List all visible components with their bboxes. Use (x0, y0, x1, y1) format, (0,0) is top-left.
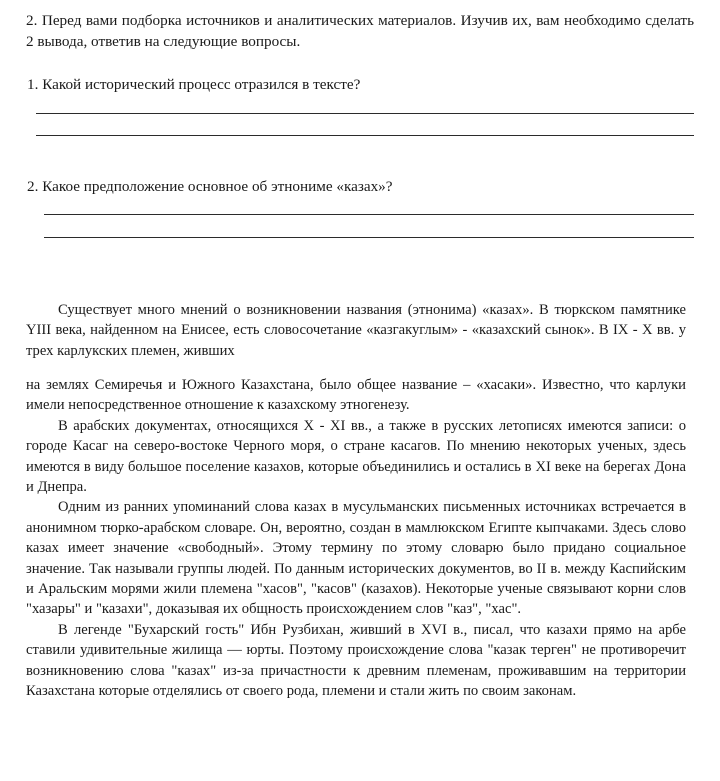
question-1: 1. Какой исторический процесс отразился в тексте? (27, 76, 361, 93)
answer-line-2a (44, 214, 694, 215)
paragraph-2: В арабских документах, относящихся X - XI вв., а также в русских летописях имеются записи: о городе Касаг на северо-востоке Черного моря, о стране касагов. По мнению некоторых ученых, здесь имеются в виду большое поселение казахов, которые объединились и остались в XI веке на берегах Дона и Днепра. (26, 417, 687, 496)
answer-line-1a (36, 113, 694, 114)
paragraph-1: Существует много мнений о возникновении названия (этнонима) «казах». В тюркском памятнике YIII века, найденном на Енисее, есть словосочетание «казгакуглым» - «казахский сынок». В IX - X вв. у трех карлукских племен, живших (26, 302, 686, 359)
source-text-intro (26, 300, 686, 361)
task-instruction: 2. Перед вами подборка источников и аналитических материалов. Изучив их, вам необходимо сделать 2 вывода, ответив на следующие вопросы. (26, 12, 694, 50)
question-2: 2. Какое предположение основное об этнониме «казах»? (27, 178, 393, 195)
source-text-main (26, 375, 686, 702)
paragraph-4: В легенде "Бухарский гость" Ибн Рузбихан, живший в XVI в., писал, что казахи прямо на арбе ставили удивительные жилища — юрты. Поэтому происхождение слова "казак терген" не противоречит возникновению слова "казах" из-за причастности к древним племенам, проживавшим на территории Казахстана которые отделялись от своего рода, племени и стали жить по своим законам. (26, 621, 686, 700)
paragraph-3: Одним из ранних упоминаний слова казах в мусульманских письменных источниках встречается в анонимном тюрко-арабском словаре. Он, вероятно, создан в мамлюкском Египте кыпчаками. Здесь слово казах имеет значение «свободный». Этому термину по этому словарю было придано социальное значение. Так называли группы людей. По данным исторических документов, во II в. между Каспийским и Аральским морями жили племена "хасов", "касов" (казахов). Некоторые ученые связывают корни слов "хазары" и "казахи", доказывая их общность происхождением слов "каз", "хас". (26, 499, 686, 618)
paragraph-1-continued: на землях Семиречья и Южного Казахстана, было общее название – «хасаки». Известно, что карлуки имели непосредственное отношение к казахскому этногенезу. (26, 377, 686, 414)
answer-line-2b (44, 237, 694, 238)
answer-line-1b (36, 135, 694, 136)
